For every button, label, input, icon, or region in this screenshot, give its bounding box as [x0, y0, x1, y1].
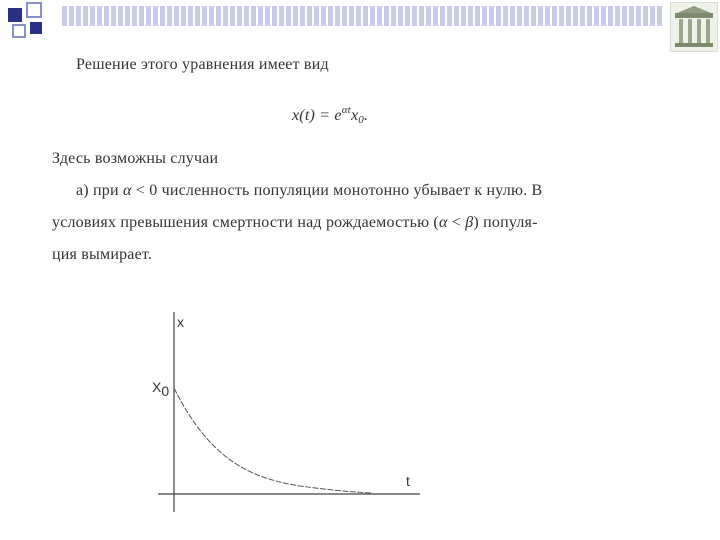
less-than: <	[447, 214, 466, 231]
beta-symbol: β	[465, 214, 474, 231]
intro-line: Решение этого уравнения имеет вид	[76, 56, 329, 73]
text-fragment: а) при	[76, 182, 123, 199]
formula-lhs: x(t) = e	[292, 107, 342, 124]
formula-variable: x	[350, 107, 359, 124]
formula-end: .	[363, 107, 369, 124]
decay-curve	[174, 388, 372, 493]
text-fragment: условиях превышения смертности над рождаемостью (	[52, 214, 439, 231]
x-axis-label: t	[406, 473, 410, 489]
y-axis-label: x	[177, 314, 184, 330]
x0-subscript: 0	[161, 383, 170, 399]
cases-heading: Здесь возможны случаи	[52, 150, 219, 167]
x0-label	[152, 379, 169, 399]
x0-letter: X	[152, 379, 162, 395]
alpha-symbol: α	[122, 182, 132, 199]
formula-subscript: 0	[358, 114, 364, 126]
text-fragment: ) популя-	[473, 214, 538, 231]
alpha-symbol: α	[438, 214, 448, 231]
case-a-line-3: ция вымирает.	[52, 246, 153, 263]
formula-exponent: αt	[341, 104, 351, 116]
text-fragment: < 0 численность популяции монотонно убывает к нулю. В	[131, 182, 543, 199]
